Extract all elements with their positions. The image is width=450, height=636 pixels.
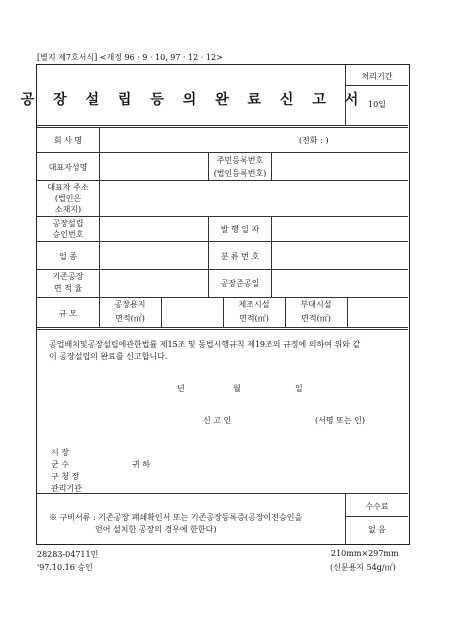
rule — [37, 216, 408, 217]
rule — [271, 152, 272, 180]
rule — [285, 297, 286, 327]
processing-period-value: 10일 — [368, 100, 386, 109]
classification-no-label: 분 류 번 호 — [220, 252, 260, 261]
paper-type: (신문용지 54g/㎡) — [330, 563, 396, 572]
land-area-label-2: 면적(㎡) — [115, 314, 145, 323]
rep-name-label: 대표자성명 — [48, 163, 88, 172]
issue-date-label: 발 행 일 자 — [220, 225, 260, 234]
rule — [99, 127, 100, 327]
approval-no-label-2: 승인번호 — [52, 230, 84, 239]
scale-label: 규 모 — [59, 309, 77, 318]
recipient-county-head: 군 수 — [51, 460, 69, 469]
rule — [345, 516, 408, 517]
rep-address-sub2: 소재지) — [54, 205, 82, 214]
mfg-area-label-1: 제조시설 — [238, 300, 270, 309]
day-label: 일 — [295, 384, 303, 393]
month-label: 월 — [233, 384, 241, 393]
approval-no-label-1: 공장설립 — [52, 219, 84, 228]
rule — [347, 297, 348, 327]
aux-area-label-1: 부대시설 — [300, 300, 332, 309]
company-name-label: 회 사 명 — [53, 136, 83, 145]
rule — [161, 297, 162, 327]
year-label: 년 — [177, 384, 185, 393]
land-area-label-1: 공장용지 — [114, 300, 146, 309]
rule — [208, 216, 209, 297]
rep-address-sub1: (법인은 — [54, 194, 82, 203]
fee-label: 수수료 — [365, 502, 389, 511]
corp-no-label: (법인등록번호) — [213, 169, 267, 178]
reporter-label: 신 고 인 — [203, 416, 232, 425]
form-code: 28283-04711민 — [37, 550, 99, 559]
attachments-line-2: 얻어 설치한 공장의 경우에 한한다) — [95, 525, 217, 534]
rule — [37, 180, 408, 181]
attachments-line-1: ※ 구비서류 : 기존공장 폐쇄확인서 또는 기존공장등록증(공장이전승인을 — [49, 513, 303, 522]
approval-date: '97.10.16 승인 — [37, 563, 93, 572]
rule — [37, 329, 408, 330]
rule — [37, 127, 408, 128]
existing-factory-label-1: 기존공장 — [52, 272, 84, 281]
rule — [37, 493, 408, 494]
rule — [223, 297, 224, 327]
phone-label: (전화 : ) — [299, 136, 329, 145]
statement-line-2: 이 공장설립의 완료를 신고합니다. — [49, 352, 168, 361]
recipient-mayor: 시 장 — [51, 448, 69, 457]
rule — [345, 85, 408, 86]
processing-period-label: 처리기간 — [361, 72, 393, 81]
rule — [37, 125, 408, 126]
rule — [37, 327, 408, 328]
statement-line-1: 공업배치및공장설립에관한법률 제15조 및 동법시행규칙 제19조의 규정에 의하여 위와 같 — [49, 340, 361, 349]
rule — [345, 493, 346, 544]
form-title: 공 장 설 립 등 의 완 료 신 고 서 — [20, 92, 366, 108]
rep-address-label: 대표자 주소 — [47, 183, 89, 192]
signature-label: (서명 또는 인) — [315, 416, 365, 425]
existing-factory-label-2: 면 적 율 — [53, 284, 83, 293]
form-reference: [별지 제7호서식] <개정 96 · 9 · 10, 97 · 12 · 12> — [37, 53, 223, 62]
mfg-area-label-2: 면적(㎡) — [239, 314, 269, 323]
rule — [37, 152, 408, 153]
rule — [37, 269, 408, 270]
rule — [208, 152, 209, 180]
rule — [37, 241, 408, 242]
rule — [271, 216, 272, 297]
recipient-district-head: 구 청 장 — [51, 472, 80, 481]
recipient-suffix: 귀 하 — [132, 460, 150, 469]
fee-value: 없 음 — [368, 525, 386, 534]
recipient-agency: 관리기관 — [51, 484, 82, 493]
completion-date-label: 공장준공일 — [220, 279, 260, 288]
report-form-table — [20, 64, 410, 545]
business-type-label: 업 종 — [59, 252, 77, 261]
aux-area-label-2: 면적(㎡) — [301, 314, 331, 323]
paper-size: 210mm×297mm — [331, 549, 399, 558]
resident-no-label: 주민등록번호 — [216, 156, 264, 165]
